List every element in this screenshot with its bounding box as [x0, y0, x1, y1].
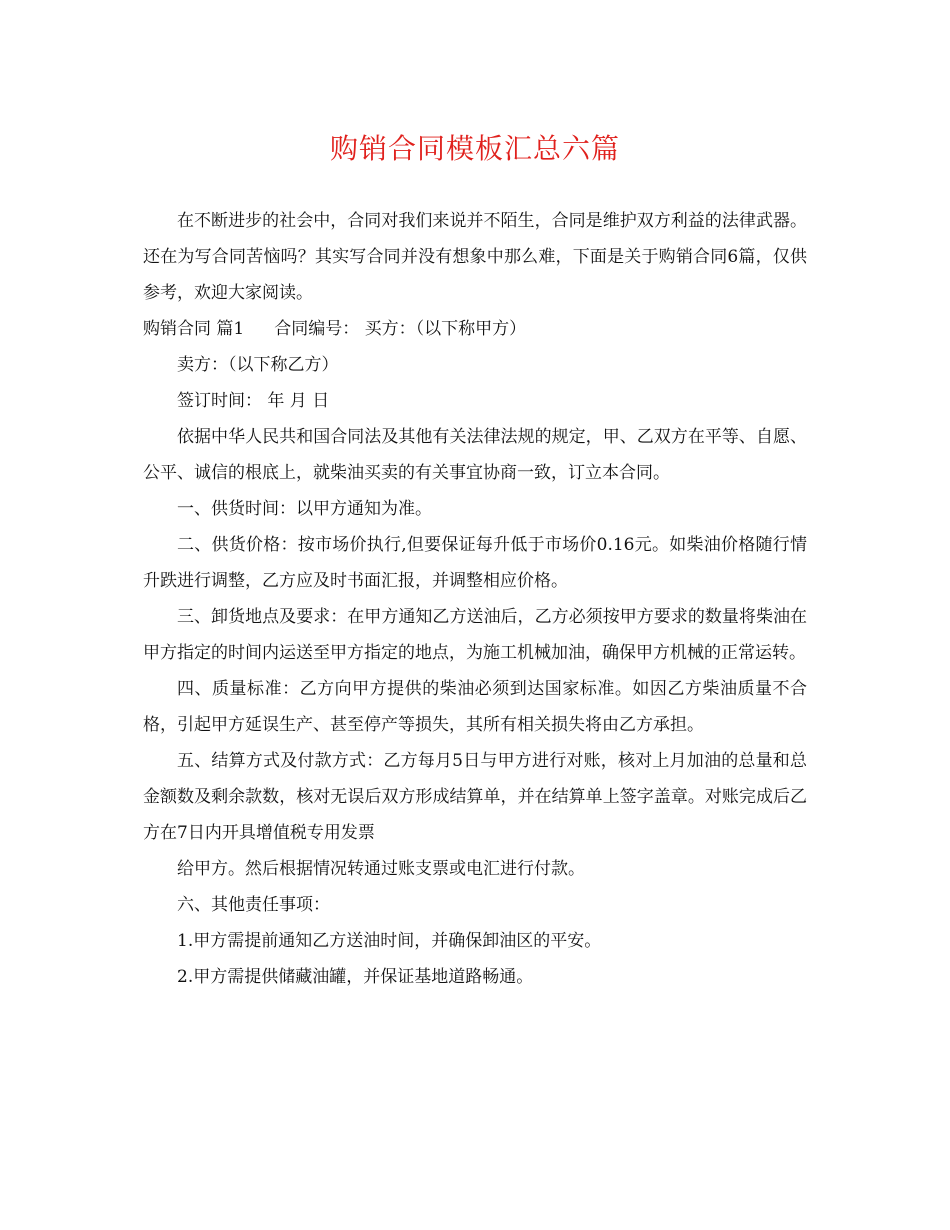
clause-4: 四、质量标准：乙方向甲方提供的柴油必须到达国家标准。如因乙方柴油质量不合格，引起甲方延误生产、甚至停产等损失，其所有相关损失将由乙方承担。 [143, 679, 807, 735]
preamble-paragraph: 依据中华人民共和国合同法及其他有关法律法规的规定，甲、乙双方在平等、自愿、公平、诚信的根底上，就柴油买卖的有关事宜协商一致，订立本合同。 [143, 427, 807, 483]
seller-line: 卖方：（以下称乙方） [177, 355, 339, 375]
clause-3: 三、卸货地点及要求：在甲方通知乙方送油后，乙方必须按甲方要求的数量将柴油在甲方指定的时间内运送至甲方指定的地点，为施工机械加油，确保甲方机械的正常运转。 [143, 607, 807, 663]
document-body [143, 203, 807, 995]
contract-number-buyer: 合同编号： 买方：（以下称甲方） [274, 319, 527, 339]
document-title: 购销合同模板汇总六篇 [329, 132, 620, 165]
signing-time-line: 签订时间： 年 月 日 [177, 391, 330, 411]
contract-heading: 购销合同 篇1 [143, 319, 245, 339]
intro-paragraph: 在不断进步的社会中，合同对我们来说并不陌生，合同是维护双方利益的法律武器。还在为写合同苦恼吗？其实写合同并没有想象中那么难，下面是关于购销合同6篇，仅供参考，欢迎大家阅读。 [143, 211, 807, 303]
clause-6-item-1: 1.甲方需提前通知乙方送油时间，并确保卸油区的平安。 [177, 931, 602, 951]
clause-5-continued: 给甲方。然后根据情况转通过账支票或电汇进行付款。 [177, 859, 585, 879]
clause-5: 五、结算方式及付款方式：乙方每月5日与甲方进行对账，核对上月加油的总量和总金额数及剩余款数，核对无误后双方形成结算单，并在结算单上签字盖章。对账完成后乙方在7日内开具增值税专用发票 [143, 751, 807, 843]
clause-2: 二、供货价格：按市场价执行,但要保证每升低于市场价0.16元。如柴油价格随行情升跌进行调整，乙方应及时书面汇报，并调整相应价格。 [143, 535, 807, 591]
clause-6: 六、其他责任事项： [177, 895, 330, 915]
clause-6-item-2: 2.甲方需提供储藏油罐，并保证基地道路畅通。 [177, 967, 534, 987]
contract-heading-line [143, 311, 807, 347]
clause-1: 一、供货时间：以甲方通知为准。 [177, 499, 432, 519]
